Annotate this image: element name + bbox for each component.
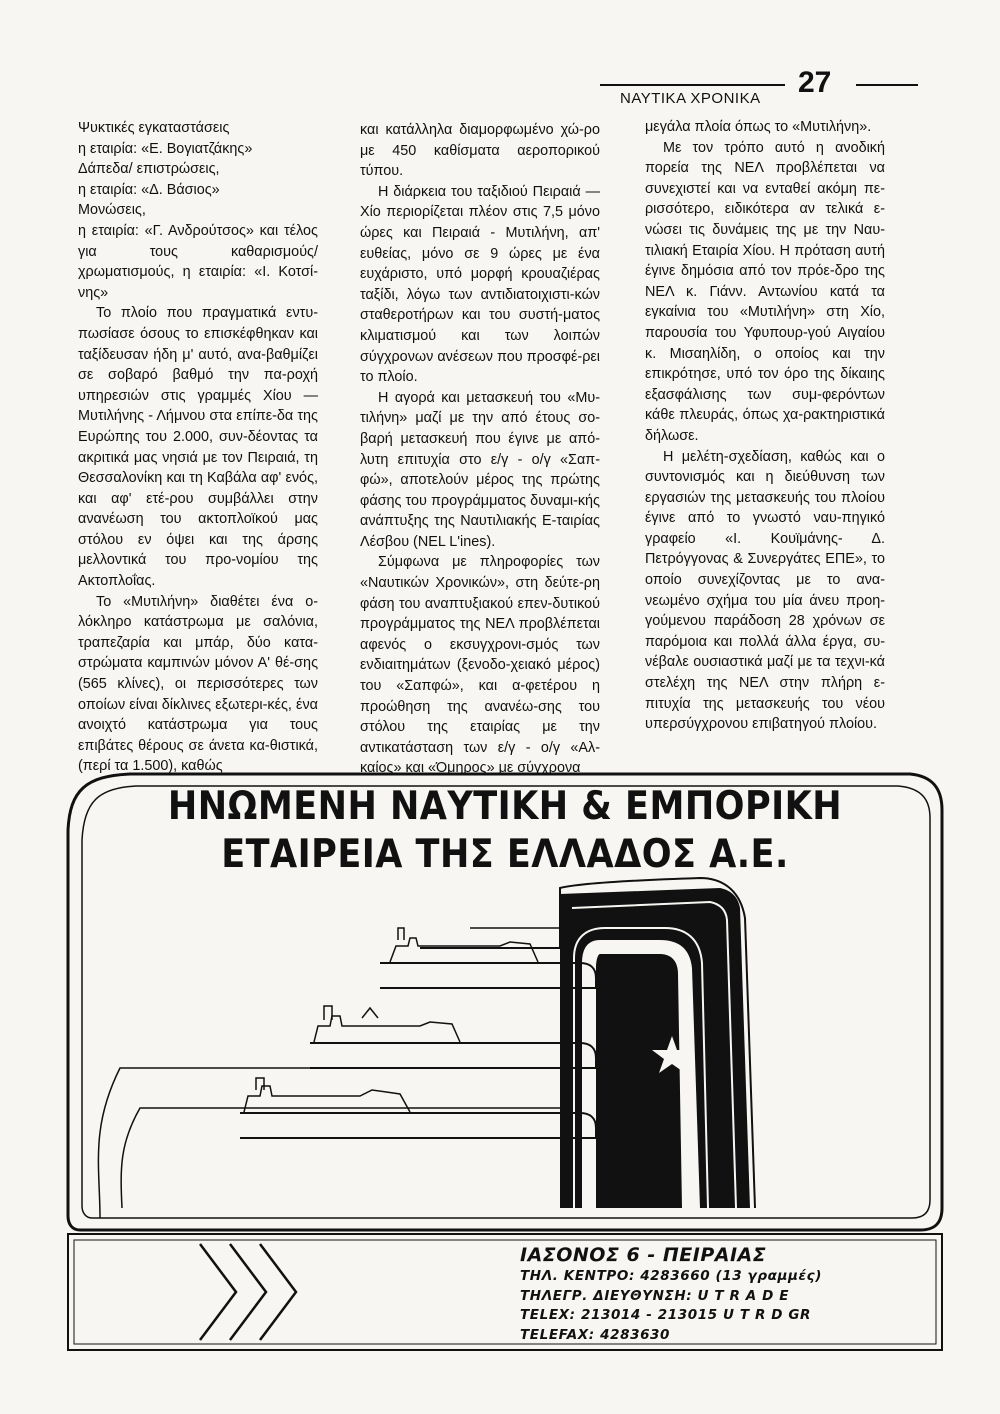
- article-paragraph: Το πλοίο που πραγματικά εντυ-πωσίασε όσους το επισκέφθηκαν και ταξίδευσαν ήδη μ' αυτό, ανα-βαθμίζει σε σοβαρό βαθμό την πα-ροχή υπηρεσιών στις γραμμές Χίου — Μυτιλήνης - Λήμνου στα επίπε-δα της Ευρώπης του 2.000, συν-δέοντας τα ακριτικά μας νησιά με τον Πειραιά, τη Θεσσαλονίκη και τη Καβάλα αφ' ενός, και αφ' ετέ-ρου συμβάλλει στην ανανέωση του ακτοπλοϊκού μας στόλου εν όψει και της άρσης μελλοντικά του προ-νομίου της Ακτοπλοΐας.: [78, 305, 318, 590]
- telegram-line: ΤΗΛΕΓΡ. ΔΙΕΥΘΥΝΣΗ: U T R A D E: [520, 1287, 790, 1304]
- page-header: [600, 66, 920, 112]
- telex-line: TELEX: 213014 - 213015 U T R D GR: [520, 1307, 812, 1323]
- article-column-1: [78, 118, 318, 777]
- chevron-icon: [200, 1244, 296, 1340]
- article-paragraph: Η αγορά και μετασκευή του «Μυ-τιλήνη» μαζί με την από έτους σο-βαρή μετασκευή που έγινε με από-λυτη επιτυχία στο ε/γ - ο/γ «Σαπ-φώ», αποτελούν μέρος της πρώτης φάσης του προγράμματος δυναμι-κής ανάπτυξης της Ναυτιλιακής Ε-ταιρίας Λέσβου (NEL L'ines).: [360, 389, 600, 550]
- company-name-line1: ΗΝΩΜΕΝΗ ΝΑΥΤΙΚΗ & ΕΜΠΟΡΙΚΗ: [167, 784, 843, 829]
- telefax-line: TELEFAX: 4283630: [520, 1326, 671, 1343]
- header-rule: [600, 84, 785, 86]
- company-name-line2: ΕΤΑΙΡΕΙΑ ΤΗΣ ΕΛΛΑΔΟΣ Α.Ε.: [221, 832, 789, 877]
- article-column-2: [360, 120, 600, 779]
- header-rule-right: [856, 84, 918, 86]
- company-address: ΙΑΣΟΝΟΣ 6 - ΠΕΙΡΑΙΑΣ: [520, 1244, 767, 1266]
- article-paragraph: και κατάλληλα διαμορφωμένο χώ-ρο με 450 καθίσματα αεροπορικού τύπου.: [360, 122, 600, 180]
- article-paragraph: Το «Μυτιλήνη» διαθέτει ένα ο-λόκληρο κατάστρωμα με σαλόνια, τραπεζαρία και μπάρ, δύο κατα-στρώματα καμπινών μόνον Α' θέ-σης (565 κλίνες), οι περισσότερες των οποίων είναι δίκλινες εξωτερι-κές, ένα ανοιχτό κατάστρωμα για τους επιβάτες θέρους σε άνετα κα-θιστικά, (περί τα 1.500), καθώς: [78, 593, 318, 775]
- magazine-name: ΝΑΥΤΙΚΑ ΧΡΟΝΙΚΑ: [620, 90, 761, 107]
- article-column-3: [645, 117, 885, 735]
- article-paragraph: Σύμφωνα με πληροφορίες των «Ναυτικών Χρονικών», στη δεύτε-ρη φάση του αναπτυξιακού επεν-δυτικού προγράμματος της ΝΕΛ προβλέπεται αφενός ο εκσυγχρονι-σμός των ενδιαιτημάτων (ξενοδο-χειακό μέρος) του «Σαπφώ», και α-φετέρου η προώθηση της ανανέω-σης του στόλου της εταιρίας με την αντικατάσταση των ε/γ - ο/γ «Αλ-καίος» και «Όμηρος» με σύγχρονα: [360, 554, 600, 777]
- article-paragraph: Με τον τρόπο αυτό η ανοδική πορεία της ΝΕΛ προβλέπεται να συνεχιστεί και να ενταθεί ακόμη πε-ρισσότερο, ειδικότερα αν τελικά ε-νώσει τις δυνάμεις της με την Ναυ-τιλιακή Εταιρία Χίου. Η πρόταση αυτή έγινε δημόσια από τον πρόε-δρο της ΝΕΛ κ. Γιάνν. Αντωνίου κατά τα εγκαίνια του «Μυτιλήνη» στη Χίο, παρουσία του Υφυπουρ-γού Αιγαίου κ. Μισαηλίδη, ο οποίος και την επικρότησε, υπό τον όρο της δίκαιης εξασφάλισης των συμ-φερόντων κάθε πλευράς, όπως χα-ρακτηριστικά δήλωσε.: [645, 139, 885, 444]
- phone-line: ΤΗΛ. ΚΕΝΤΡΟ: 4283660 (13 γραμμές): [520, 1268, 823, 1284]
- article-paragraph: μεγάλα πλοία όπως το «Μυτιλήνη».: [645, 119, 872, 135]
- contact-details: [520, 1244, 822, 1345]
- page-number: 27: [798, 66, 832, 99]
- article-paragraph: Η μελέτη-σχεδίαση, καθώς και ο συντονισμός και η διεύθυνση των εργασιών της μετασκευής του πλοίου έγινε από το γνωστό ναυ-πηγικό γραφείο «Ι. Κουϊμάνης- Δ. Πετρόγγονας & Συνεργάτες ΕΠΕ», το οποίο συνεχίζοντας με το ανα-νεωμένο σχήμα του μία άνευ προη-γούμενου παράδοση 28 χρόνων σε παρόμοια και πολλά άλλα έργα, συ-νέβαλε ουσιαστικά μαζί με τα τεχνι-κά στελέχη της ΝΕΛ στην πλήρη ε-πιτυχία της μετασκευής του νέου υπερσύγχρονου επιβατηγού πλοίου.: [645, 448, 885, 733]
- article-paragraph: Ψυκτικές εγκαταστάσεις η εταιρία: «Ε. Βογιατζάκης» Δάπεδα/ επιστρώσεις, η εταιρία: «Δ. Βάσιος» Μονώσεις, η εταιρία: «Γ. Ανδρούτσος» και τέλος για τους καθαρισμούς/ χρωματισμούς, η εταιρία: «Ι. Κοτσί-νης»: [78, 120, 318, 301]
- article-paragraph: Η διάρκεια του ταξιδιού Πειραιά — Χίο περιορίζεται πλέον στις 7,5 μόνο ώρες και Πειραιά - Μυτιλήνη, απ' ευθείας, μόνο σε 9 ώρες με ένα ευχάριστο, υπό μορφή κρουαζιέρας ταξίδι, λόγω των αντιδιατοιχιστι-κών σταθεροτήρων και του συστή-ματος κλιματισμού και των λοιπών σύγχρονων ανέσεων που προσφέ-ρει το πλοίο.: [360, 183, 600, 386]
- ship-icon: [244, 928, 538, 1112]
- company-advertisement: [60, 768, 950, 1368]
